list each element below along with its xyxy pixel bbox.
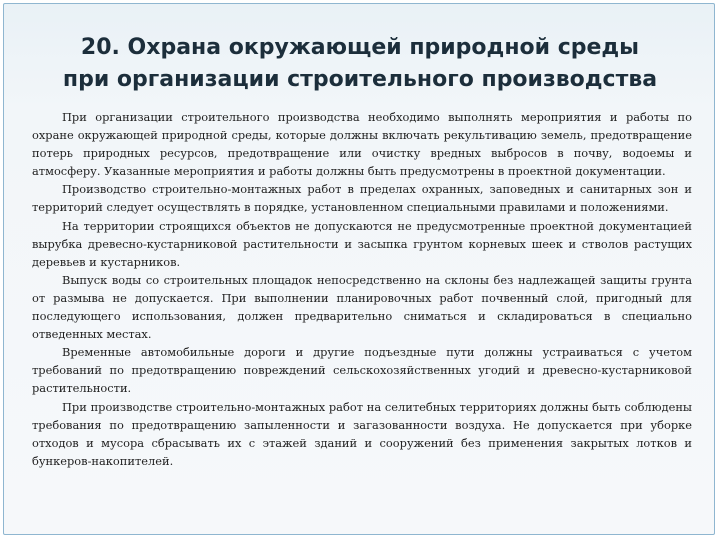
paragraph-water-discharge: Выпуск воды со строительных площадок непосредственно на склоны без надлежащей защиты грунта от размыва не допускается. При выполнении планировочных работ почвенный слой, пригодный для последующего использования, должен предварительно сниматься и складироваться в специально отведенных местах. — [32, 272, 692, 342]
paragraph-temporary-roads: Временные автомобильные дороги и другие подъездные пути должны устраиваться с учетом требований по предотвращению повреждений сельскохозяйственных угодий и древесно-кустарниковой растительности. — [32, 345, 692, 396]
slide-title-line-1: 20. Охрана окружающей природной среды — [80, 35, 640, 60]
paragraph-air-pollution: При производстве строительно-монтажных работ на селитебных территориях должны быть соблюдены требования по предотвращению запыленности и загазованности воздуха. Не допускается при уборке отходов и мусора сбрасывать их с этажей зданий и сооружений без применения закрытых лотков и бункеров-накопителей. — [32, 399, 692, 468]
paragraph-reclamation: При организации строительного производства необходимо выполнять мероприятия и работы по охране окружающей природной среды, которые должны включать рекультивацию земель, предотвращение потерь природных ресурсов, предотвращение или очистку вредных выбросов в почву, водоемы и атмосферу. Указанные мероприятия и работы должны быть предусмотрены в проектной документации. — [32, 110, 692, 179]
slide-title-line-2: при организации строительного производства — [62, 67, 658, 92]
paragraph-tree-clearing: На территории строящихся объектов не допускаются не предусмотренные проектной документацией вырубка древесно-кустарниковой растительности и засыпка грунтом корневых шеек и стволов растущих деревьев и кустарников. — [32, 218, 692, 269]
paragraph-protected-zones: Производство строительно-монтажных работ в пределах охранных, заповедных и санитарных зон и территорий следует осуществлять в порядке, установленном специальными правилами и положениями. — [32, 182, 692, 215]
slide-title — [10, 32, 710, 96]
slide-body — [32, 108, 692, 470]
